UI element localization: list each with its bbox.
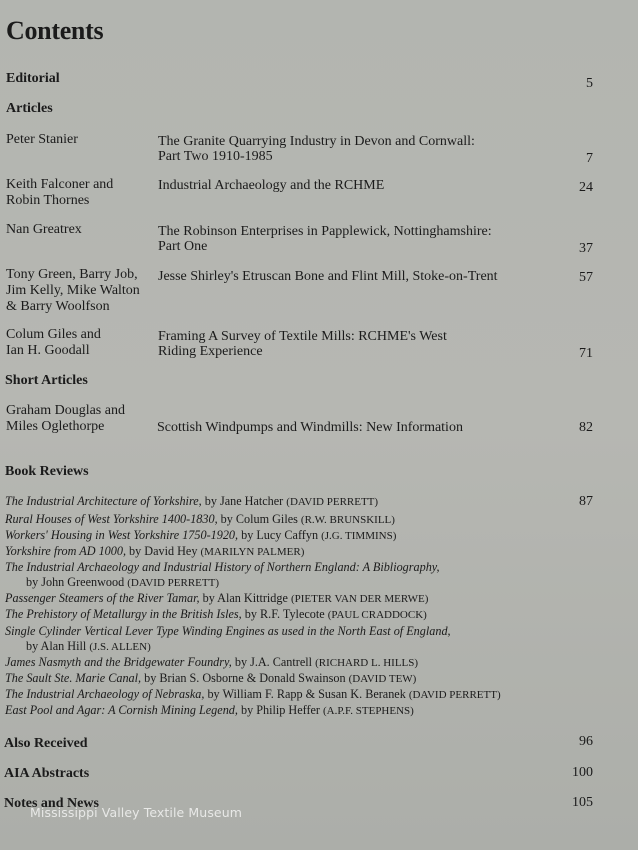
article-5-author: Colum Giles and Ian H. Goodall xyxy=(6,327,101,358)
review-7-title: The Prehistory of Metallurgy in the British Isles, xyxy=(5,607,242,621)
articles-heading: Articles xyxy=(6,101,53,116)
notes-and-news-page: 105 xyxy=(572,795,593,810)
article-5-page: 71 xyxy=(579,346,593,361)
review-1-author: by Jane Hatcher xyxy=(201,494,287,508)
review-1-title: The Industrial Architecture of Yorkshire, xyxy=(5,494,202,508)
article-2-page: 24 xyxy=(579,180,593,195)
review-11 xyxy=(5,687,501,703)
review-8-reviewer: (J.S. ALLEN) xyxy=(89,641,151,653)
article-4-title-line-1: Jesse Shirley's Etruscan Bone and Flint Mill, Stoke-on-Trent xyxy=(158,269,498,284)
review-2-author: by Colum Giles xyxy=(217,512,301,526)
also-received-heading: Also Received xyxy=(4,736,88,751)
article-3-author: Nan Greatrex xyxy=(6,222,82,237)
editorial-heading: Editorial xyxy=(6,71,60,86)
review-9-reviewer: (RICHARD L. HILLS) xyxy=(315,657,419,669)
review-7 xyxy=(5,607,427,623)
review-7-reviewer: (PAUL CRADDOCK) xyxy=(327,609,427,621)
short-articles-heading: Short Articles xyxy=(5,373,88,388)
also-received-page: 96 xyxy=(579,734,593,749)
review-7-author: by R.F. Tylecote xyxy=(241,607,328,621)
article-1-title-line-2: Part Two 1910-1985 xyxy=(158,149,273,164)
review-12 xyxy=(5,703,414,719)
review-8-continued xyxy=(26,639,151,655)
review-5-title: The Industrial Archaeology and Industrial History of Northern England: A Bibliography, xyxy=(5,560,440,574)
article-4-author: Tony Green, Barry Job, Jim Kelly, Mike Walton & Barry Woolfson xyxy=(6,267,140,314)
review-2-title: Rural Houses of West Yorkshire 1400-1830, xyxy=(5,512,218,526)
review-11-reviewer: (DAVID PERRETT) xyxy=(408,689,501,701)
article-1-author: Peter Stanier xyxy=(6,132,78,147)
review-3-author: by Lucy Caffyn xyxy=(238,528,322,542)
review-5-author: by John Greenwood xyxy=(26,575,128,589)
review-8 xyxy=(5,624,451,639)
article-4-page: 57 xyxy=(579,270,593,285)
article-5-title-line-2: Riding Experience xyxy=(158,344,263,359)
article-3-page: 37 xyxy=(579,241,593,256)
review-11-title: The Industrial Archaeology of Nebraska, xyxy=(5,687,205,701)
article-2-author: Keith Falconer and Robin Thornes xyxy=(6,177,114,208)
editorial-page: 5 xyxy=(586,76,593,91)
article-5-title-line-1: Framing A Survey of Textile Mills: RCHME's West xyxy=(158,329,447,344)
review-4 xyxy=(5,544,304,560)
review-5-reviewer: (DAVID PERRETT) xyxy=(127,577,219,589)
review-6-title: Passenger Steamers of the River Tamar, xyxy=(5,591,200,605)
review-4-reviewer: (MARILYN PALMER) xyxy=(200,546,305,558)
review-10-author: by Brian S. Osborne & Donald Swainson xyxy=(141,671,349,685)
aia-abstracts-heading: AIA Abstracts xyxy=(4,766,90,781)
book-reviews-heading: Book Reviews xyxy=(5,464,89,479)
review-12-title: East Pool and Agar: A Cornish Mining Legend, xyxy=(5,703,238,717)
review-10 xyxy=(5,671,416,687)
short-article-1-page: 82 xyxy=(579,420,593,435)
review-2 xyxy=(5,512,395,528)
review-10-title: The Sault Ste. Marie Canal, xyxy=(5,671,142,685)
review-12-author: by Philip Heffer xyxy=(237,703,324,717)
review-6 xyxy=(5,591,428,607)
article-3-title-line-1: The Robinson Enterprises in Papplewick, Nottinghamshire: xyxy=(158,224,492,239)
review-4-title: Yorkshire from AD 1000, xyxy=(5,544,126,558)
review-5-continued xyxy=(26,575,219,591)
page-title: Contents xyxy=(6,16,104,45)
book-reviews-page: 87 xyxy=(579,494,593,509)
review-8-title: Single Cylinder Vertical Lever Type Winding Engines as used in the North East of England, xyxy=(5,624,451,638)
review-10-reviewer: (DAVID TEW) xyxy=(348,673,417,685)
review-3-title: Workers' Housing in West Yorkshire 1750-1920, xyxy=(5,528,239,542)
short-article-1-title: Scottish Windpumps and Windmills: New Information xyxy=(157,420,463,435)
article-1-title-line-1: The Granite Quarrying Industry in Devon and Cornwall: xyxy=(158,134,475,149)
review-12-reviewer: (A.P.F. STEPHENS) xyxy=(323,705,414,717)
review-9 xyxy=(5,655,418,671)
aia-abstracts-page: 100 xyxy=(572,765,593,780)
review-9-title: James Nasmyth and the Bridgewater Foundry, xyxy=(5,655,232,669)
review-5 xyxy=(5,560,440,575)
article-1-page: 7 xyxy=(586,151,593,166)
watermark: Mississippi Valley Textile Museum xyxy=(30,805,243,820)
review-3 xyxy=(5,528,396,544)
notes-and-news-heading: Notes and News xyxy=(4,796,99,811)
review-6-author: by Alan Kittridge xyxy=(199,591,291,605)
review-8-author: by Alan Hill xyxy=(26,639,90,653)
review-4-author: by David Hey xyxy=(126,544,201,558)
article-3-title-line-2: Part One xyxy=(158,239,208,254)
review-1 xyxy=(5,494,378,510)
review-3-reviewer: (J.G. TIMMINS) xyxy=(321,530,397,542)
review-2-reviewer: (R.W. BRUNSKILL) xyxy=(300,514,395,526)
review-6-reviewer: (PIETER VAN DER MERWE) xyxy=(290,593,429,605)
review-11-author: by William F. Rapp & Susan K. Beranek xyxy=(204,687,409,701)
short-article-1-author: Graham Douglas and Miles Oglethorpe xyxy=(6,403,125,434)
review-1-reviewer: (DAVID PERRETT) xyxy=(286,496,379,508)
article-2-title-line-1: Industrial Archaeology and the RCHME xyxy=(158,178,385,193)
review-9-author: by J.A. Cantrell xyxy=(231,655,316,669)
